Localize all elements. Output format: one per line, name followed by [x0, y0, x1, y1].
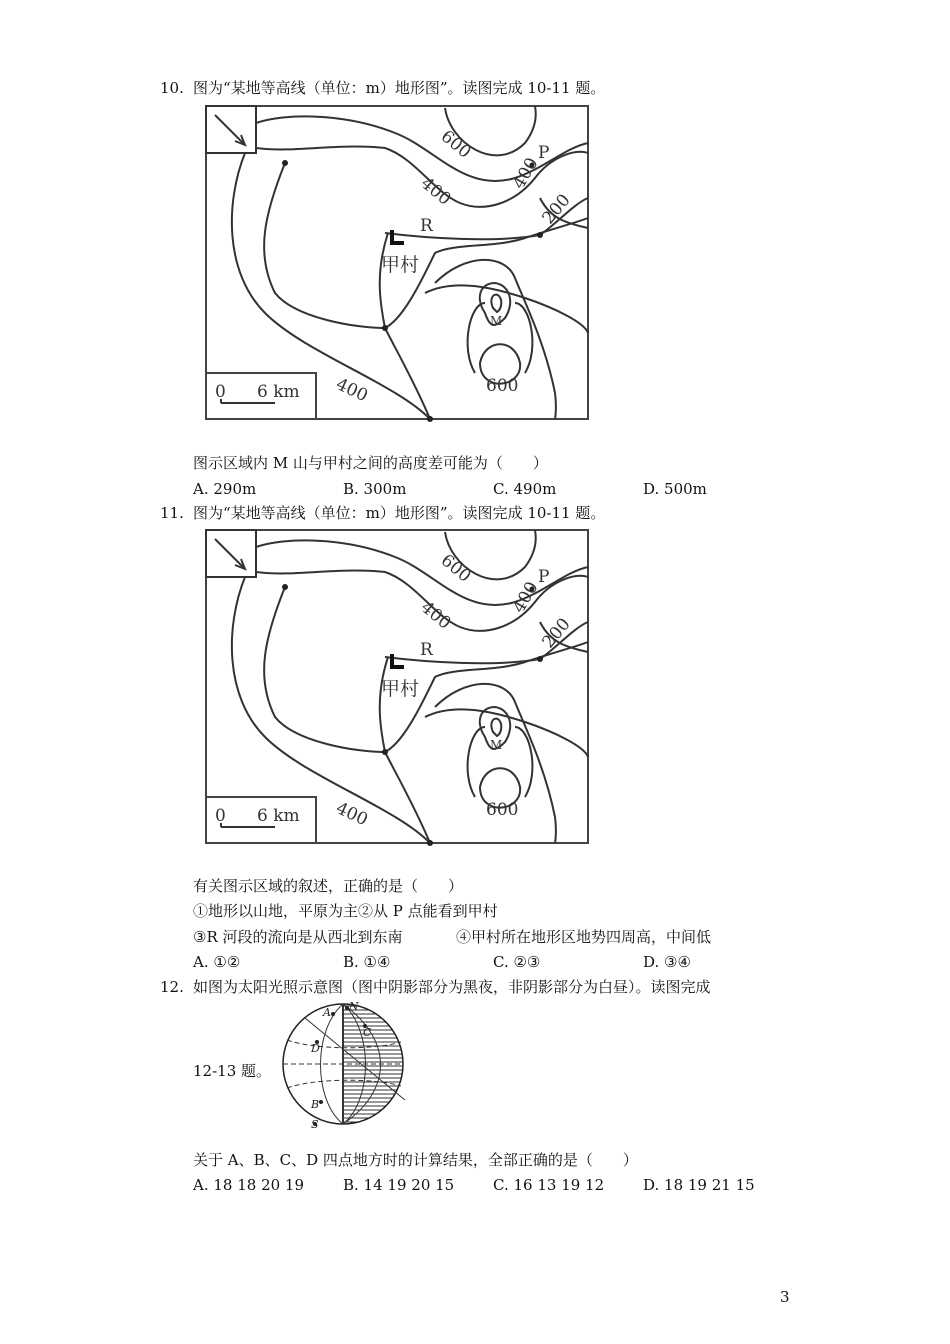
contour-label-600-top: 600 — [436, 126, 475, 163]
q12-stem-continued: 12-13 题。 — [193, 1062, 272, 1080]
point-label-r: R — [420, 640, 433, 660]
contour-label-400-bottom: 400 — [332, 798, 371, 831]
q12-option-b[interactable]: B. 14 19 20 15 — [343, 1176, 455, 1194]
north-arrow-box — [206, 106, 256, 153]
q11-statement-3: ③R 河段的流向是从西北到东南 — [193, 928, 403, 946]
contour-label-200: 200 — [538, 614, 575, 653]
q12-option-c[interactable]: C. 16 13 19 12 — [493, 1176, 605, 1194]
q11-option-a[interactable]: A. ①② — [193, 953, 241, 971]
contour-label-400-bottom: 400 — [332, 374, 371, 407]
village-label: 甲村 — [381, 678, 420, 700]
globe-label-b: B — [311, 1098, 320, 1111]
globe-label-c: C — [363, 1026, 372, 1039]
q12-option-d[interactable]: D. 18 19 21 15 — [643, 1176, 755, 1194]
globe-label-s: S — [311, 1118, 319, 1130]
contour-label-600-top: 600 — [436, 550, 475, 587]
q12-stem: 如图为太阳光照示意图（图中阴影部分为黑夜，非阴影部分为白昼）。读图完成 — [193, 978, 711, 996]
scale-distance-label: 6 km — [257, 382, 300, 402]
contour-label-400-top: 400 — [416, 173, 455, 210]
q10-option-b[interactable]: B. 300m — [343, 480, 407, 498]
q12-question: 关于 A、B、C、D 四点地方时的计算结果，全部正确的是（ ） — [193, 1151, 638, 1169]
contour-map-1 — [195, 103, 595, 423]
q11-question: 有关图示区域的叙述，正确的是（ ） — [193, 877, 464, 895]
contour-label-400-top: 400 — [416, 597, 455, 634]
page-number: 3 — [780, 1288, 790, 1306]
q12-option-a[interactable]: A. 18 18 20 19 — [193, 1176, 305, 1194]
q11-stem: 图为“某地等高线（单位：m）地形图”。读图完成 10-11 题。 — [193, 504, 606, 522]
north-arrow-icon — [215, 115, 245, 145]
q10-option-a[interactable]: A. 290m — [193, 480, 257, 498]
contour-label-400-right: 400 — [509, 154, 543, 193]
contour-map-2 — [195, 527, 595, 847]
contour-label-400-right: 400 — [509, 578, 543, 617]
q11-statement-1-2: ①地形以山地，平原为主②从 P 点能看到甲村 — [193, 902, 498, 920]
north-arrow-box — [206, 530, 256, 577]
point-label-p: P — [538, 143, 550, 163]
q10-stem: 图为“某地等高线（单位：m）地形图”。读图完成 10-11 题。 — [193, 79, 606, 97]
sunlight-diagram — [275, 1000, 415, 1130]
q11-statement-4: ④甲村所在地形区地势四周高，中间低 — [456, 928, 712, 946]
q10-question: 图示区域内 M 山与甲村之间的高度差可能为（ ） — [193, 454, 548, 472]
globe-label-a: A — [323, 1006, 331, 1019]
point-label-r: R — [420, 216, 433, 236]
mountain-label: M — [490, 738, 503, 752]
q11-number: 11. — [160, 504, 184, 522]
scale-distance-label: 6 km — [257, 806, 300, 826]
q10-option-d[interactable]: D. 500m — [643, 480, 707, 498]
q11-option-b[interactable]: B. ①④ — [343, 953, 391, 971]
globe-label-n: N — [349, 1000, 359, 1013]
globe-label-d: D — [311, 1042, 320, 1055]
q10-number: 10. — [160, 79, 184, 97]
q11-option-d[interactable]: D. ③④ — [643, 953, 691, 971]
scale-zero-label: 0 — [215, 382, 226, 402]
point-label-p: P — [538, 567, 550, 587]
scale-zero-label: 0 — [215, 806, 226, 826]
mountain-label: M — [490, 314, 503, 328]
q10-option-c[interactable]: C. 490m — [493, 480, 557, 498]
village-label: 甲村 — [381, 254, 420, 276]
contour-label-200: 200 — [538, 190, 575, 229]
q12-number: 12. — [160, 978, 184, 996]
contour-label-600-bottom: 600 — [486, 376, 519, 396]
q11-option-c[interactable]: C. ②③ — [493, 953, 541, 971]
north-arrow-icon — [215, 539, 245, 569]
contour-label-600-bottom: 600 — [486, 800, 519, 820]
